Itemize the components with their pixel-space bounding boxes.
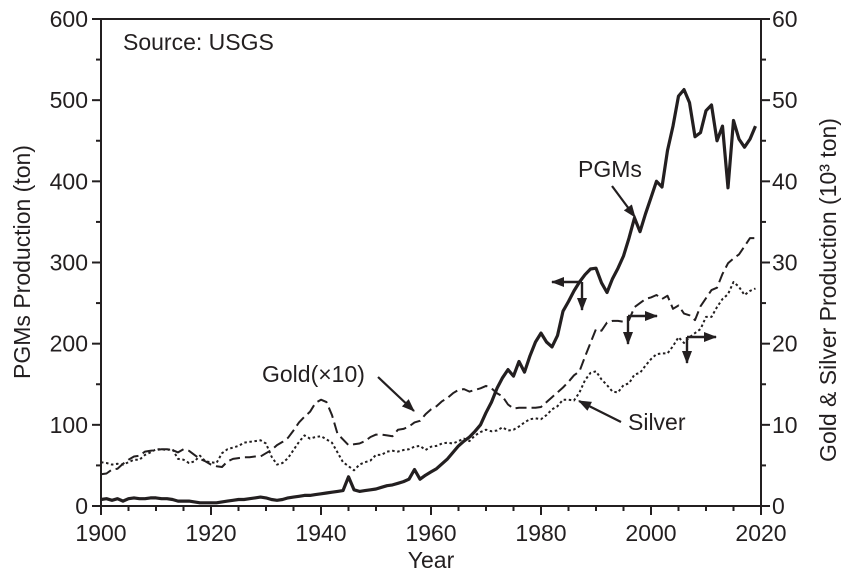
right-tick-label: 0 [772,493,785,519]
annotation-arrow-gold [378,377,414,411]
x-tick-label: 1980 [515,520,567,546]
series-layer [101,90,756,503]
right-tick-label: 40 [772,168,798,195]
x-tick-label: 2000 [625,520,677,546]
left-tick-label: 0 [75,493,88,519]
left-tick-label: 100 [49,411,88,438]
right-tick-label: 30 [772,249,798,276]
left-tick-label: 300 [49,249,88,276]
x-tick-label: 1900 [75,520,127,546]
left-tick-label: 600 [49,6,88,32]
x-tick-label: 1960 [405,520,457,546]
left-tick-label: 400 [49,168,88,195]
right-tick-label: 50 [772,87,798,114]
right-axis-title: Gold & Silver Production (10³ ton) [815,118,841,462]
right-tick-label: 20 [772,330,798,357]
left-axis-title: PGMs Production (ton) [9,145,35,379]
x-tick-label: 1920 [185,520,237,546]
x-tick-label: 1940 [295,520,347,546]
x-tick-label: 2020 [735,520,787,546]
series-line-silver [101,282,756,470]
series-label-pgms: PGMs [578,156,642,182]
arrows-layer [378,186,716,422]
annotation-arrow-silver [579,401,621,422]
left-tick-label: 200 [49,330,88,357]
annotation-arrow-pgms [612,186,635,217]
x-axis-title: Year [407,547,455,573]
right-tick-label: 10 [772,411,798,438]
series-label-gold: Gold(×10) [262,361,365,387]
series-line-gold [101,238,756,474]
left-tick-label: 500 [49,87,88,114]
series-label-silver: Silver [628,409,686,435]
source-note: Source: USGS [123,29,274,55]
right-tick-label: 60 [772,6,798,32]
axes-layer [50,6,798,546]
